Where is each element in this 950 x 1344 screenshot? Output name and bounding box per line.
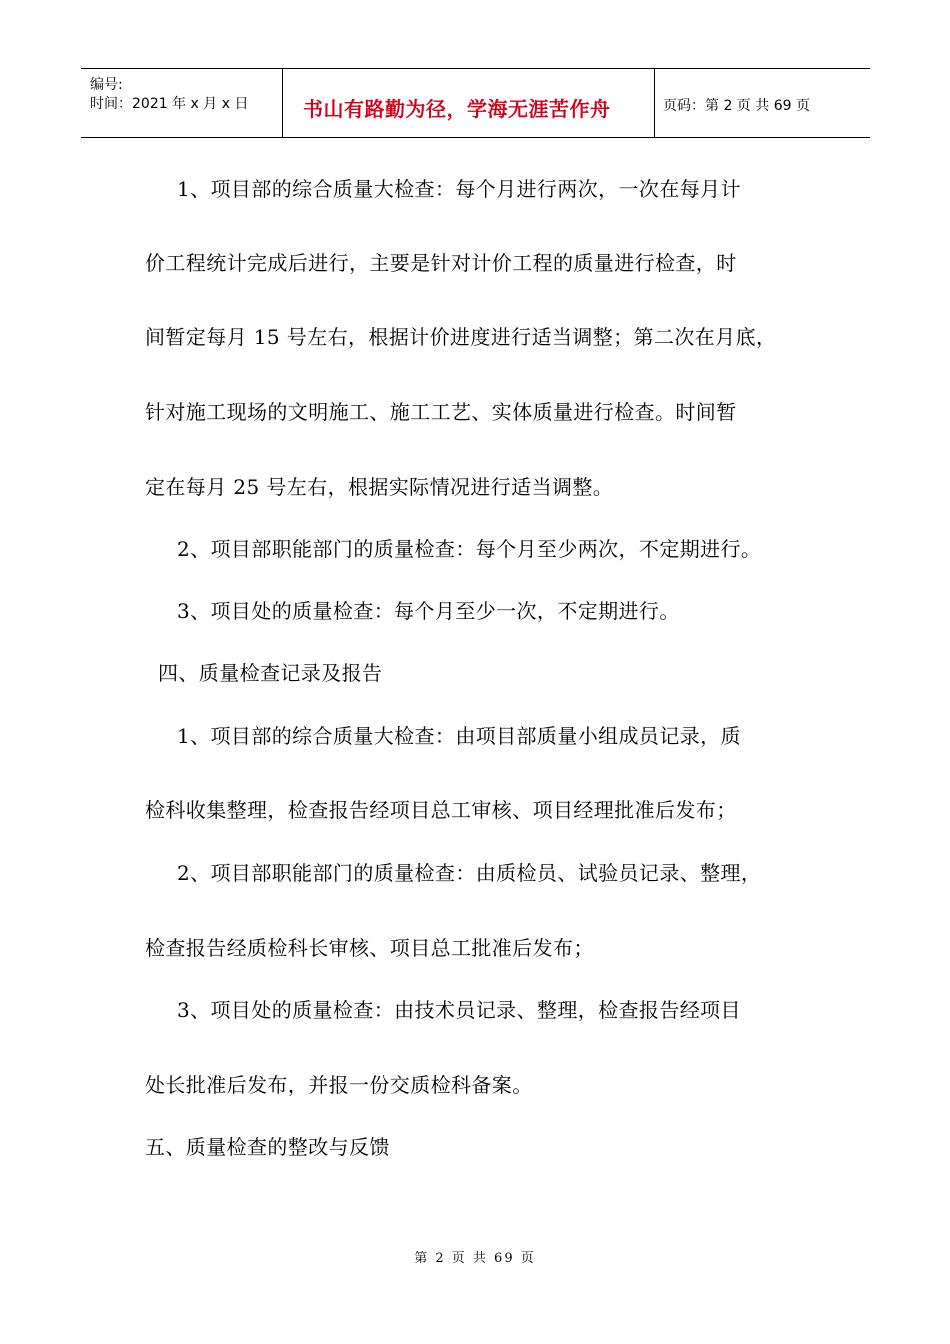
document-header <box>81 68 870 138</box>
body-paragraph-line: 1、项目部的综合质量大检查：每个月进行两次，一次在每月计 <box>177 177 741 201</box>
body-paragraph-line: 定在每月 25 号左右，根据实际情况进行适当调整。 <box>145 475 614 499</box>
document-date-label: 时间：2021 年 x 月 x 日 <box>90 96 249 112</box>
document-number-label: 编号: <box>90 77 123 93</box>
body-paragraph-line: 处长批准后发布，并报一份交质检科备案。 <box>145 1073 533 1097</box>
page-footer: 第 2 页 共 69 页 <box>414 1251 536 1266</box>
section-heading: 四、质量检查记录及报告 <box>158 661 383 685</box>
header-page-cell <box>655 69 870 137</box>
body-paragraph-line: 3、项目处的质量检查：每个月至少一次，不定期进行。 <box>177 599 680 623</box>
body-paragraph-line: 2、项目部职能部门的质量检查：由质检员、试验员记录、整理， <box>177 861 762 885</box>
body-paragraph-line: 间暂定每月 15 号左右，根据计价进度进行适当调整；第二次在月底， <box>145 325 777 349</box>
header-page-info: 页码：第 2 页 共 69 页 <box>663 98 810 114</box>
body-paragraph-line: 检查报告经质检科长审核、项目总工批准后发布； <box>145 936 594 960</box>
body-paragraph-line: 2、项目部职能部门的质量检查：每个月至少两次，不定期进行。 <box>177 537 762 561</box>
body-paragraph-line: 检科收集整理，检查报告经项目总工审核、项目经理批准后发布； <box>145 798 737 822</box>
body-paragraph-line: 针对施工现场的文明施工、施工工艺、实体质量进行检查。时间暂 <box>145 400 737 424</box>
header-motto-cell <box>283 69 655 137</box>
body-paragraph-line: 价工程统计完成后进行，主要是针对计价工程的质量进行检查，时 <box>145 251 737 275</box>
body-paragraph-line: 3、项目处的质量检查：由技术员记录、整理，检查报告经项目 <box>177 998 741 1022</box>
header-meta-cell <box>81 69 283 137</box>
section-heading: 五、质量检查的整改与反馈 <box>145 1135 390 1159</box>
body-paragraph-line: 1、项目部的综合质量大检查：由项目部质量小组成员记录，质 <box>177 724 741 748</box>
header-motto: 书山有路勤为径，学海无涯苦作舟 <box>303 97 611 121</box>
